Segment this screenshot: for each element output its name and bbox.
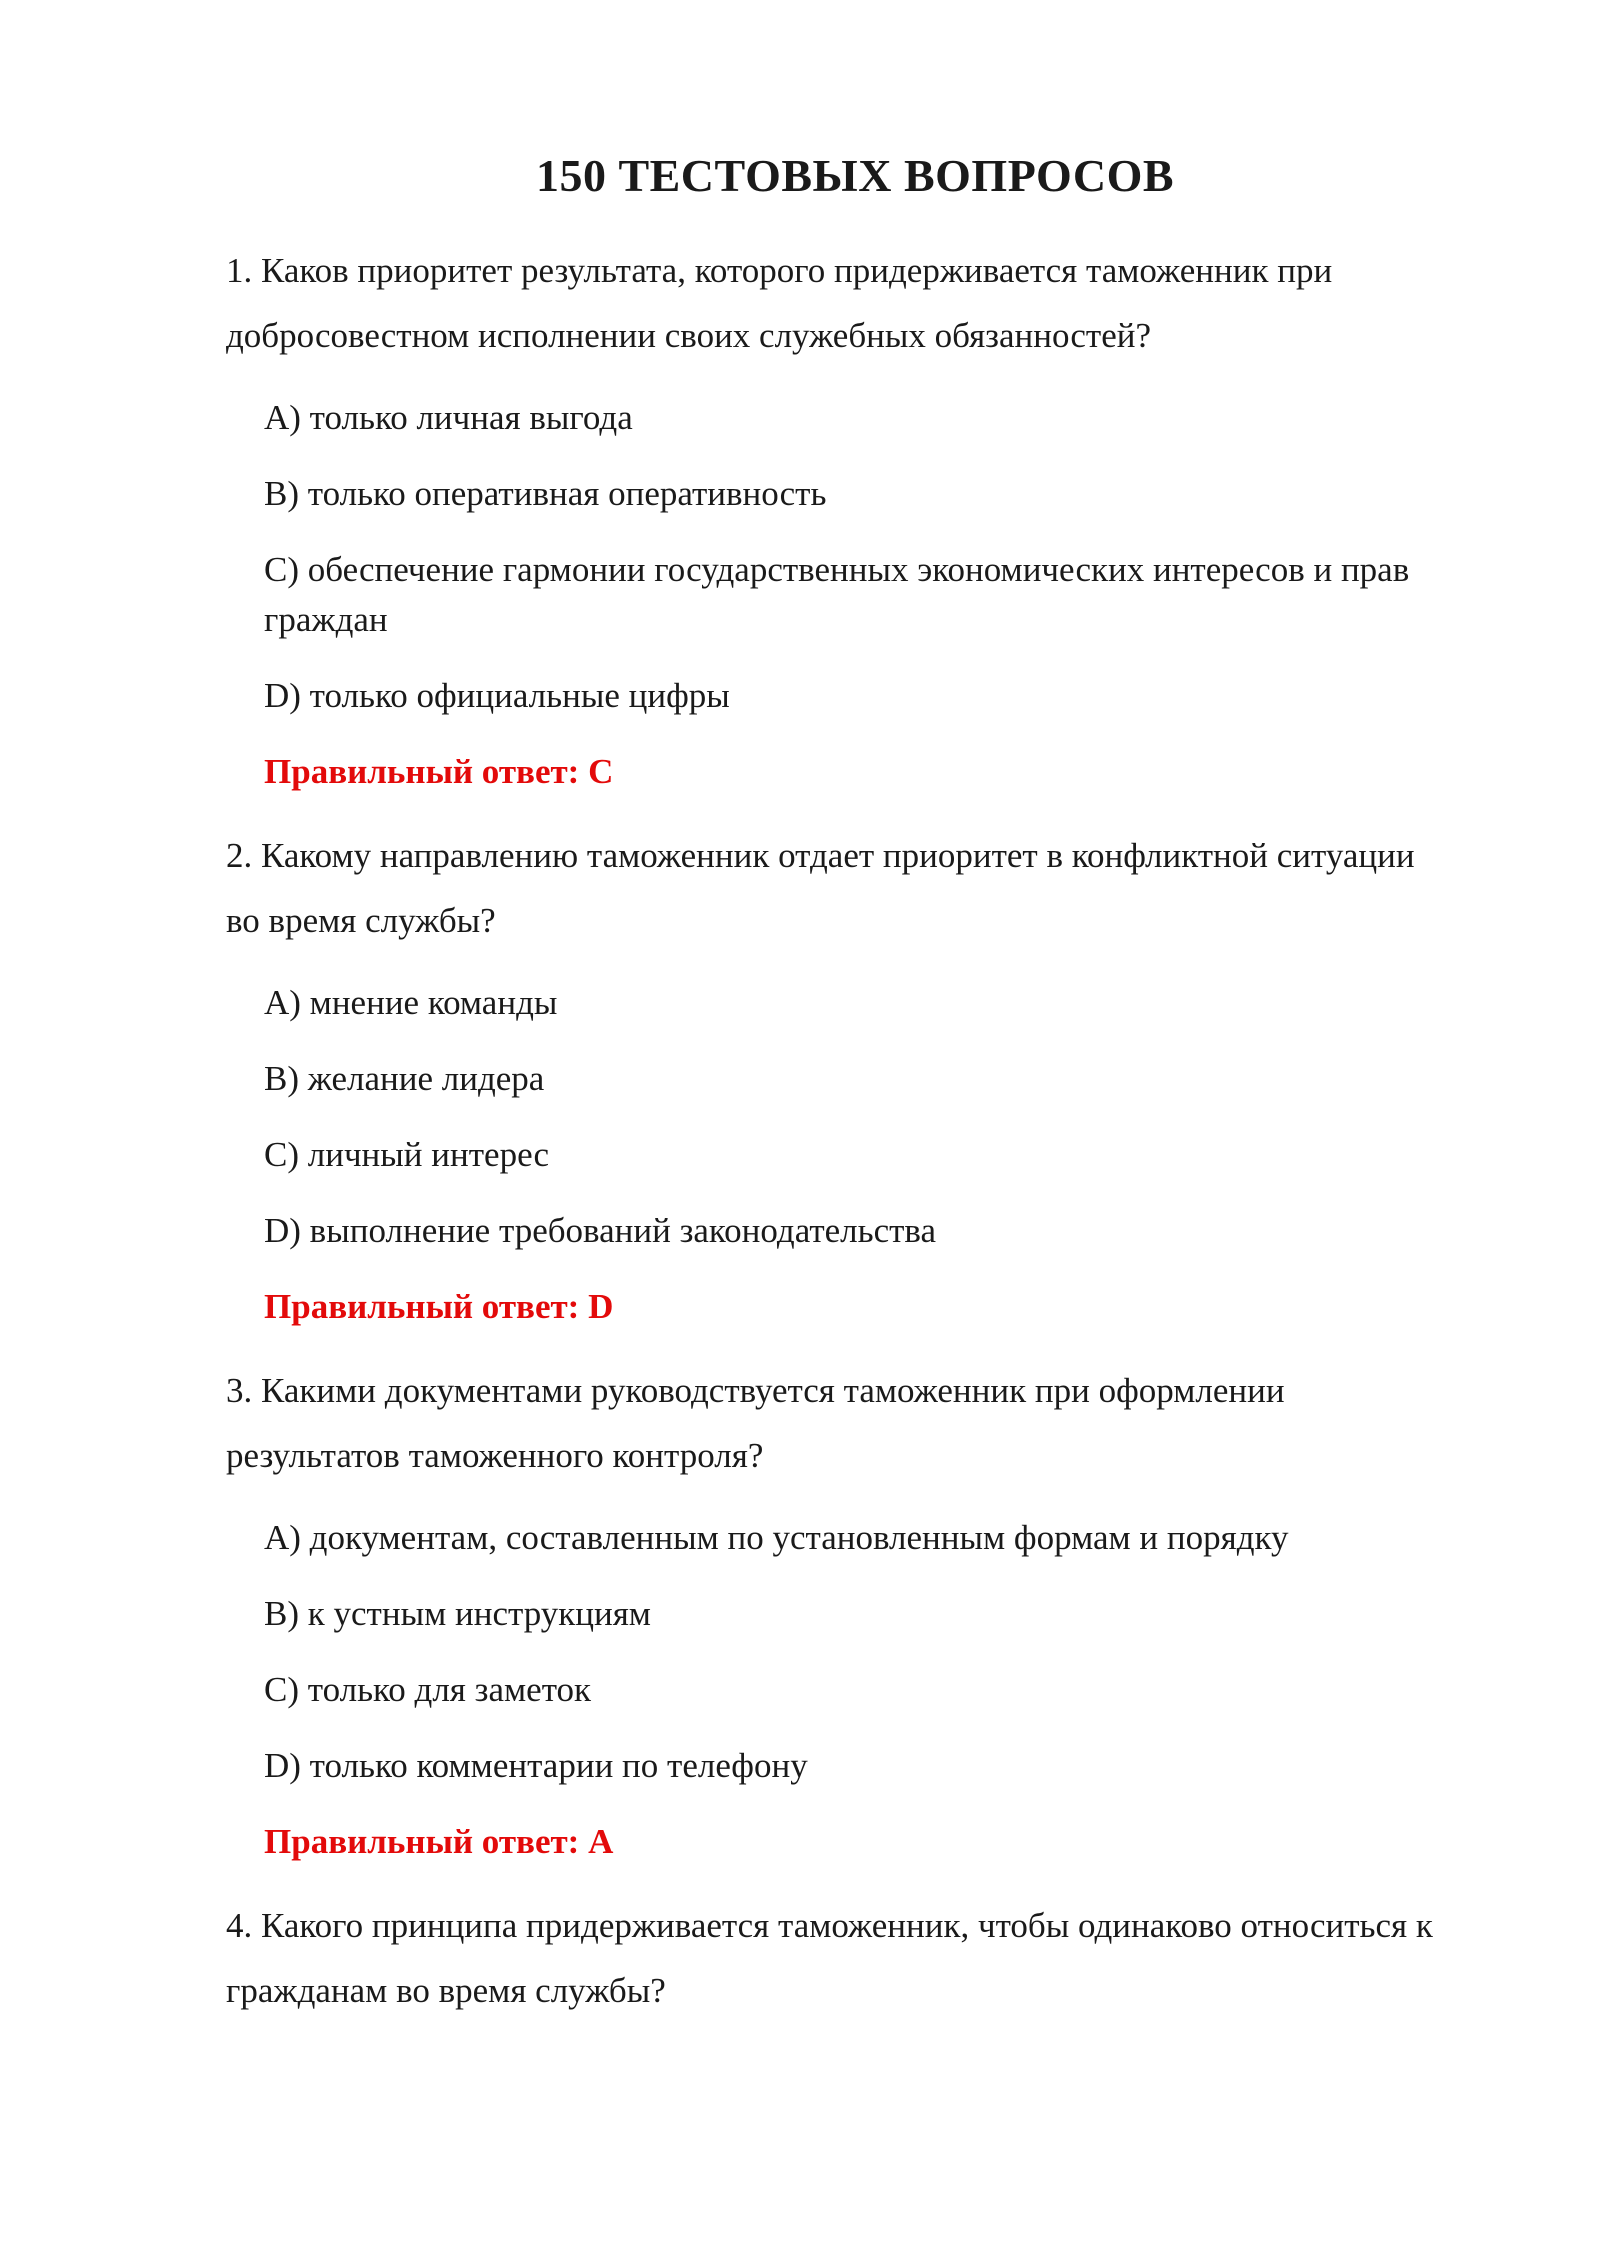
question-4 (226, 1893, 1446, 2023)
option-list (226, 393, 1446, 721)
question-1 (226, 238, 1446, 797)
correct-answer: Правильный ответ: C (264, 752, 614, 791)
option-a: A) документам, составленным по установленным формам и порядку (264, 1518, 1289, 1557)
question-text: 4. Какого принципа придерживается таможенник, чтобы одинаково относиться к гражданам во время службы? (226, 1906, 1433, 2010)
option-list (226, 1513, 1446, 1791)
question-2 (226, 823, 1446, 1332)
option-a: A) только личная выгода (264, 398, 633, 437)
question-text: 1. Каков приоритет результата, которого придерживается таможенник при добросовестном исполнении своих служебных обязанностей? (226, 251, 1333, 355)
option-c: C) личный интерес (264, 1135, 550, 1174)
option-d: D) только официальные цифры (264, 676, 730, 715)
option-d: D) выполнение требований законодательства (264, 1211, 937, 1250)
question-text: 3. Какими документами руководствуется таможенник при оформлении результатов таможенного контроля? (226, 1371, 1285, 1475)
correct-answer: Правильный ответ: A (264, 1822, 614, 1861)
question-list (226, 238, 1446, 2048)
option-b: B) к устным инструкциям (264, 1594, 651, 1633)
option-list (226, 978, 1446, 1256)
option-d: D) только комментарии по телефону (264, 1746, 808, 1785)
option-b: B) желание лидера (264, 1059, 545, 1098)
option-a: A) мнение команды (264, 983, 558, 1022)
question-text: 2. Какому направлению таможенник отдает приоритет в конфликтной ситуации во время службы? (226, 836, 1415, 940)
option-b: B) только оперативная оперативность (264, 474, 827, 513)
correct-answer: Правильный ответ: D (264, 1287, 614, 1326)
option-c: C) обеспечение гармонии государственных экономических интересов и прав граждан (264, 550, 1410, 639)
page-title: 150 ТЕСТОВЫХ ВОПРОСОВ (535, 150, 1175, 201)
question-3 (226, 1358, 1446, 1867)
option-c: C) только для заметок (264, 1670, 592, 1709)
